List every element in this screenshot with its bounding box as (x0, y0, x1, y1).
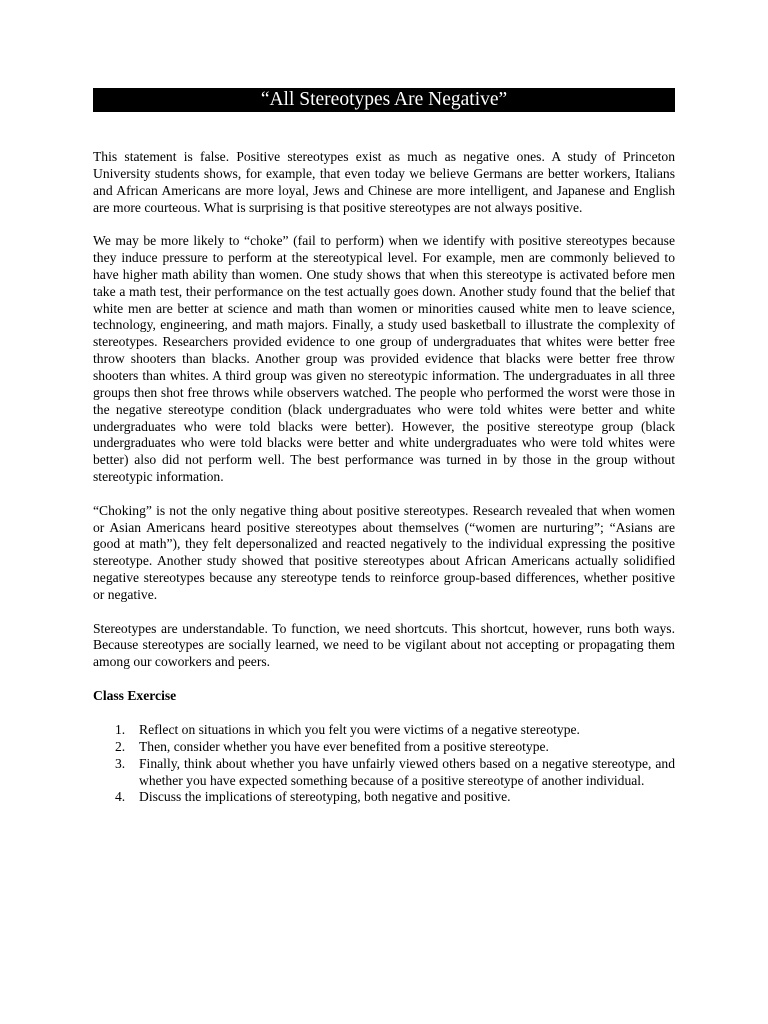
list-item (115, 722, 675, 739)
list-item-text: Discuss the implications of stereotyping, both negative and positive. (139, 789, 511, 805)
list-item-text: Then, consider whether you have ever benefited from a positive stereotype. (139, 738, 549, 754)
paragraph-choke-study: We may be more likely to “choke” (fail to perform) when we identify with positive stereotypes because they induce pressure to perform at the stereotypical level. For example, men are commonly believed to have higher math ability than women. One study shows that when this stereotype is activated before men take a math test, their performance on the test actually goes down. Another study found that the belief that white men are better at science and math than women or minorities caused white men to leave science, technology, engineering, and math majors. Finally, a study used basketball to illustrate the complexity of stereotypes. Researchers provided evidence to one group of undergraduates that whites were better free throw shooters than blacks. Another group was provided evidence that blacks were better free throw shooters than whites. A third group was given no stereotypic information. The undergraduates in all three groups then shot free throws while observers watched. The people who performed the worst were those in the negative stereotype condition (black undergraduates who were told whites were better and white undergraduates who were told blacks were better). However, the positive stereotype group (black undergraduates who were told blacks were better and white undergraduates who were told whites were better) also did not perform well. The best performance was turned in by those in the group without stereotypic information. (93, 233, 675, 485)
class-exercise-list (93, 722, 675, 806)
document-page (93, 88, 675, 806)
list-item (115, 755, 675, 790)
paragraph-stereotypes-understandable: Stereotypes are understandable. To function, we need shortcuts. This shortcut, however, runs both ways. Because stereotypes are socially learned, we need to be vigilant about not accepting or propagating them among our coworkers and peers. (93, 620, 675, 670)
list-item-number: 1. (115, 722, 126, 737)
paragraph-choking-negative: “Choking” is not the only negative thing about positive stereotypes. Research revealed that when women or Asian Americans heard positive stereotypes about themselves (“women are nurturing”; “Asians are good at math”), they felt depersonalized and reacted negatively to the individual expressing the positive stereotype. Another study showed that positive stereotypes about African Americans actually solidified negative stereotypes because any stereotype tends to reinforce group-based differences, whether positive or negative. (93, 502, 675, 602)
list-item (115, 789, 675, 806)
paragraph-positive-stereotypes-exist: This statement is false. Positive stereotypes exist as much as negative ones. A study of Princeton University students shows, for example, that even today we believe Germans are better workers, Italians and African Americans are more loyal, Jews and Chinese are more intelligent, and Japanese and English are more courteous. What is surprising is that positive stereotypes are not always positive. (93, 149, 675, 215)
list-item-number: 4. (115, 789, 126, 805)
list-item-number: 2. (115, 738, 126, 754)
list-item-text: Reflect on situations in which you felt you were victims of a negative stereotype. (139, 722, 580, 737)
class-exercise-heading: Class Exercise (93, 688, 177, 704)
list-item (115, 738, 675, 756)
list-item-number: 3. (115, 755, 126, 771)
list-item-text: Finally, think about whether you have unfairly viewed others based on a negative stereotype, and whether you have expected something because of a positive stereotype of another individual. (139, 755, 675, 788)
document-title: “All Stereotypes Are Negative” (93, 88, 675, 112)
